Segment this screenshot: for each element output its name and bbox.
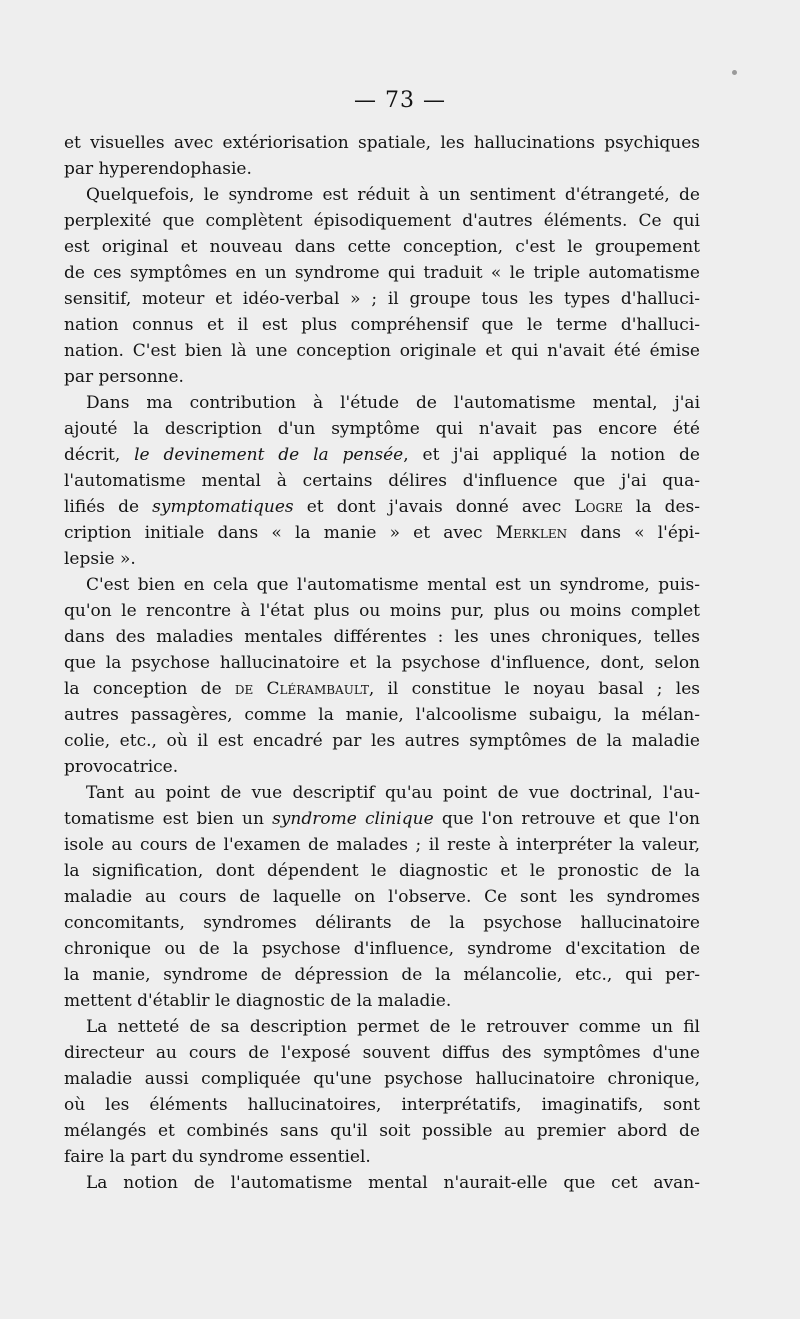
text-line: où les éléments hallucinatoires, interprétatifs, imaginatifs, sont [64,1095,700,1115]
paper-speck [732,70,737,75]
text-line: l'automatisme mental à certains délires d'influence que j'ai qua- [64,471,700,491]
text-line: concomitants, syndromes délirants de la psychose hallucinatoire [64,913,700,933]
text-line: tomatisme est bien un syndrome clinique que l'on retrouve et que l'on [64,809,700,829]
text-line: et visuelles avec extériorisation spatiale, les hallucinations psychiques [64,133,700,153]
text-line: que la psychose hallucinatoire et la psychose d'influence, dont, selon [64,653,700,673]
text-line: cription initiale dans « la manie » et avec Merklen dans « l'épi- [64,523,700,543]
text-line: autres passagères, comme la manie, l'alcoolisme subaigu, la mélan- [64,705,700,725]
text-line: C'est bien en cela que l'automatisme mental est un syndrome, puis- [86,575,700,595]
text-line: ajouté la description d'un symptôme qui n'avait pas encore été [64,419,700,439]
author-name: Logre [574,497,623,517]
text-line: nation connus et il est plus compréhensif que le terme d'halluci- [64,315,700,335]
text-line: dans des maladies mentales différentes : les unes chroniques, telles [64,627,700,647]
text-line: directeur au cours de l'exposé souvent diffus des symptômes d'une [64,1043,700,1063]
text-line: est original et nouveau dans cette conception, c'est le groupement [64,237,700,257]
text-line: la manie, syndrome de dépression de la mélancolie, etc., qui per- [64,965,700,985]
text-line: chronique ou de la psychose d'influence, syndrome d'excitation de [64,939,700,959]
author-name: de Clérambault [234,679,369,699]
text-line: qu'on le rencontre à l'état plus ou moins pur, plus ou moins complet [64,601,700,621]
text-line: sensitif, moteur et idéo-verbal » ; il groupe tous les types d'halluci- [64,289,700,309]
italic-phrase: le devinement de la pensée [134,445,404,465]
author-name: Merklen [495,523,568,543]
italic-phrase: syndrome clinique [272,809,434,829]
text-line: colie, etc., où il est encadré par les autres symptômes de la maladie [64,731,700,751]
text-line: Quelquefois, le syndrome est réduit à un sentiment d'étrangeté, de [86,185,700,205]
body-text [64,130,700,1196]
text-line: par personne. [64,367,184,387]
text-line: de ces symptômes en un syndrome qui traduit « le triple automatisme [64,263,700,283]
text-line: la conception de de Clérambault, il constitue le noyau basal ; les [64,679,700,699]
text-line: la signification, dont dépendent le diagnostic et le pronostic de la [64,861,700,881]
text-line: provocatrice. [64,757,179,777]
text-line: isole au cours de l'examen de malades ; il reste à interpréter la valeur, [64,835,700,855]
text-line: lifiés de symptomatiques et dont j'avais donné avec Logre la des- [64,497,700,517]
text-line: La netteté de sa description permet de le retrouver comme un fil [86,1017,700,1037]
text-line: mélangés et combinés sans qu'il soit possible au premier abord de [64,1121,700,1141]
text-line: lepsie ». [64,549,136,569]
text-line: faire la part du syndrome essentiel. [64,1147,371,1167]
page-number: — 73 — [354,88,446,113]
text-line: maladie au cours de laquelle on l'observe. Ce sont les syndromes [64,887,700,907]
text-line: par hyperendophasie. [64,159,252,179]
text-line: La notion de l'automatisme mental n'aurait-elle que cet avan- [86,1173,700,1193]
text-line: Dans ma contribution à l'étude de l'automatisme mental, j'ai [86,393,700,413]
text-line: perplexité que complètent épisodiquement d'autres éléments. Ce qui [64,211,700,231]
text-line: maladie aussi compliquée qu'une psychose hallucinatoire chronique, [64,1069,700,1089]
italic-phrase: symptomatiques [152,497,294,517]
text-line: Tant au point de vue descriptif qu'au point de vue doctrinal, l'au- [86,783,700,803]
text-line: décrit, le devinement de la pensée, et j'ai appliqué la notion de [64,445,700,465]
text-line: nation. C'est bien là une conception originale et qui n'avait été émise [64,341,700,361]
text-line: mettent d'établir le diagnostic de la maladie. [64,991,452,1011]
